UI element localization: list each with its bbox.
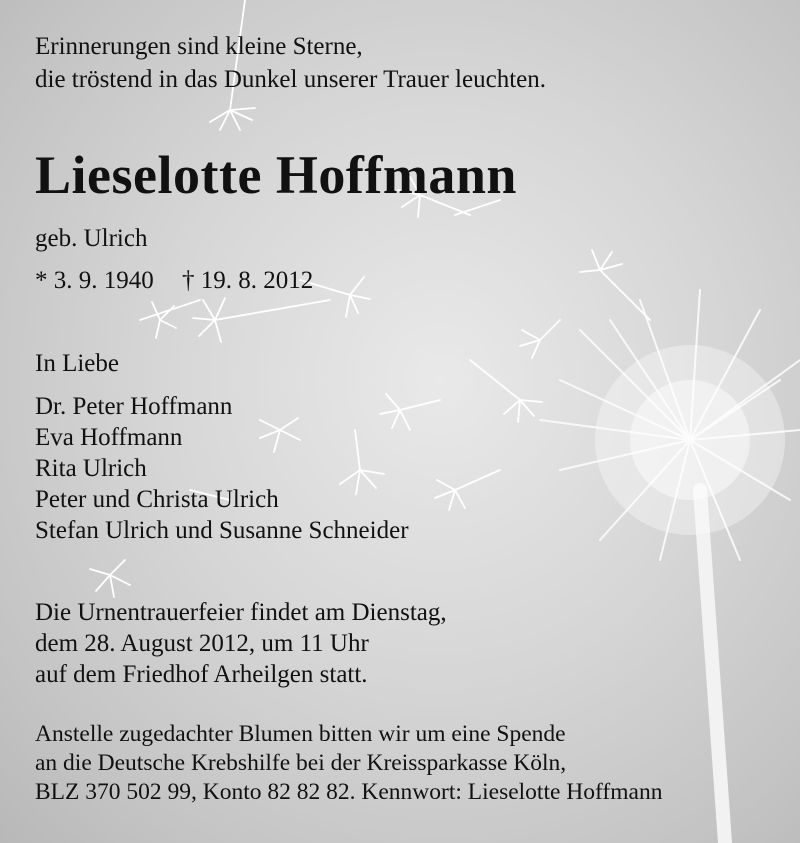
donation-line-1: Anstelle zugedachter Blumen bitten wir um eine Spende (35, 721, 566, 747)
ceremony-line-2: dem 28. August 2012, um 11 Uhr (35, 630, 369, 657)
mourner-name: Peter und Christa Ulrich (35, 486, 279, 513)
life-dates (35, 264, 313, 297)
mourner-name: Dr. Peter Hoffmann (35, 393, 233, 420)
donation-line-3: BLZ 370 502 99, Konto 82 82 82. Kennwort: Lieselotte Hoffmann (35, 779, 663, 805)
mourners-intro: In Liebe (35, 350, 119, 377)
mourner-name: Rita Ulrich (35, 455, 147, 482)
quote-line-1: Erinnerungen sind kleine Sterne, (35, 33, 363, 60)
ceremony-line-3: auf dem Friedhof Arheilgen statt. (35, 661, 368, 688)
quote-line-2: die tröstend in das Dunkel unserer Trauer leuchten. (35, 66, 546, 93)
donation-request (35, 720, 662, 807)
death-date: † 19. 8. 2012 (182, 267, 314, 294)
mourners-list (35, 391, 409, 546)
ceremony-line-1: Die Urnentrauerfeier findet am Dienstag, (35, 599, 447, 626)
mourner-name: Stefan Ulrich und Susanne Schneider (35, 517, 409, 544)
ceremony-info (35, 597, 447, 690)
deceased-name: Lieselotte Hoffmann (35, 145, 517, 205)
birth-name: geb. Ulrich (35, 225, 148, 252)
donation-line-2: an die Deutsche Krebshilfe bei der Kreissparkasse Köln, (35, 750, 567, 776)
memorial-quote (35, 30, 546, 96)
mourner-name: Eva Hoffmann (35, 424, 183, 451)
birth-date: * 3. 9. 1940 (35, 267, 154, 294)
